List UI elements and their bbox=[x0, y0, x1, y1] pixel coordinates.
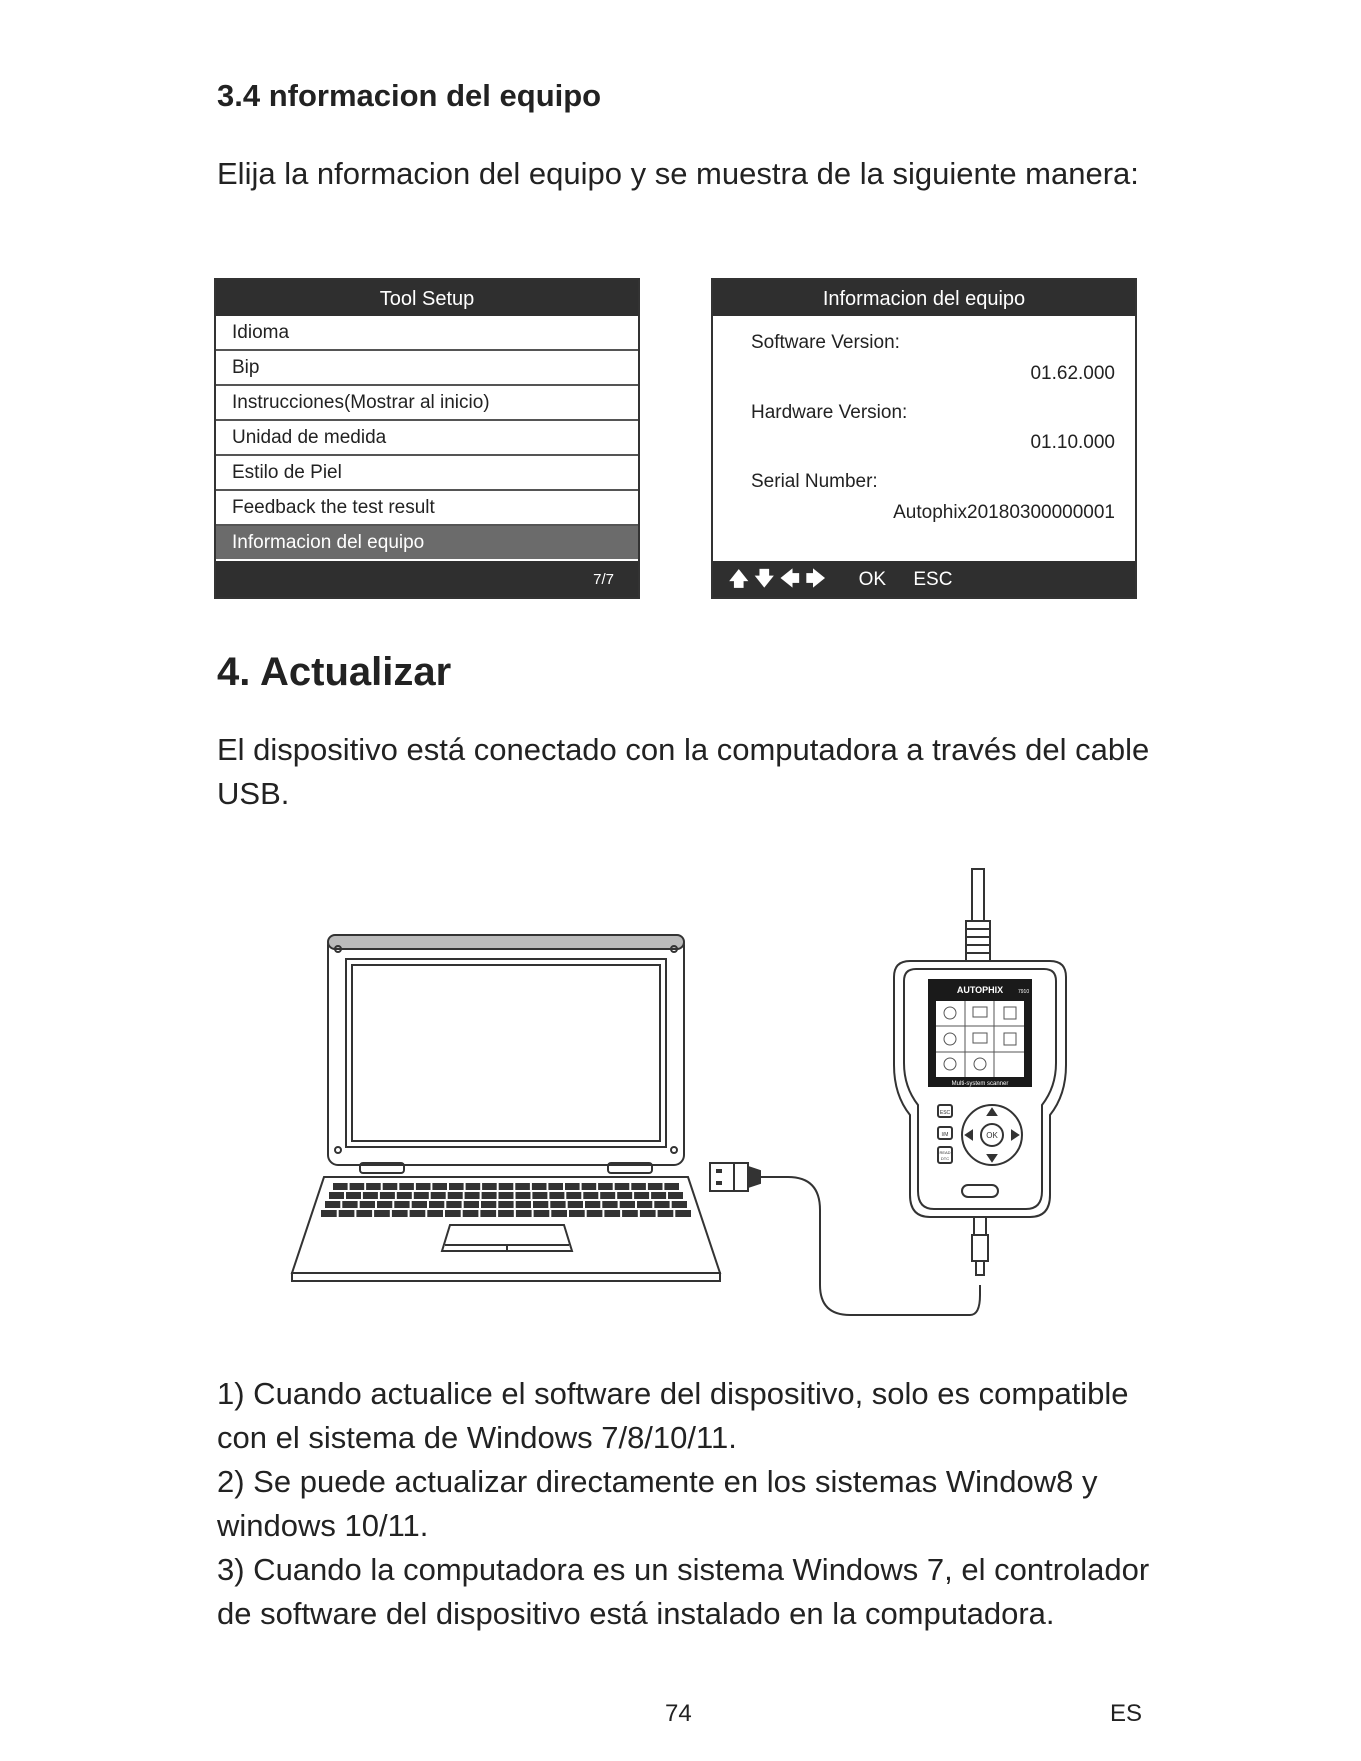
keyboard-key bbox=[482, 1192, 497, 1199]
keyboard-key bbox=[515, 1183, 530, 1190]
keyboard-key bbox=[392, 1210, 408, 1217]
hardware-version-value: 01.10.000 bbox=[1030, 432, 1115, 453]
keyboard-key bbox=[664, 1183, 679, 1190]
keyboard-key bbox=[397, 1192, 412, 1199]
section-heading: 3.4 nformacion del equipo bbox=[217, 78, 602, 113]
keyboard-key bbox=[498, 1210, 514, 1217]
keyboard-key bbox=[449, 1183, 464, 1190]
im-key: I/M bbox=[941, 1132, 949, 1138]
keyboard-key bbox=[360, 1201, 375, 1208]
device-info-footer bbox=[713, 561, 1135, 597]
page-number: 74 bbox=[665, 1700, 692, 1727]
arrow-keys-icon: 🡅🡇🡄🡆 bbox=[729, 569, 832, 590]
keyboard-key bbox=[432, 1183, 447, 1190]
keyboard-key bbox=[329, 1192, 344, 1199]
menu-item[interactable]: Bip bbox=[216, 351, 638, 386]
keyboard-key bbox=[445, 1210, 461, 1217]
keyboard-key bbox=[333, 1183, 348, 1190]
serial-number-label: Serial Number: bbox=[751, 471, 878, 492]
keyboard-key bbox=[631, 1183, 646, 1190]
update-heading: 4. Actualizar bbox=[217, 650, 452, 694]
keyboard-key bbox=[466, 1183, 481, 1190]
keyboard-key bbox=[568, 1201, 583, 1208]
menu-item[interactable]: Instrucciones(Mostrar al inicio) bbox=[216, 386, 638, 421]
update-notes bbox=[217, 1372, 1177, 1636]
keyboard-key bbox=[363, 1192, 378, 1199]
keyboard-key bbox=[346, 1192, 361, 1199]
keyboard-key bbox=[516, 1201, 531, 1208]
keyboard-key bbox=[427, 1210, 443, 1217]
note-2: 2) Se puede actualizar directamente en los sistemas Window8 y windows 10/11. bbox=[217, 1464, 1098, 1543]
section-intro: Elija la nformacion del equipo y se muestra de la siguiente manera: bbox=[217, 156, 1139, 191]
keyboard-key bbox=[482, 1183, 497, 1190]
keyboard-key bbox=[602, 1201, 617, 1208]
scanner-device-icon bbox=[894, 961, 1066, 1275]
keyboard-key bbox=[414, 1192, 429, 1199]
keyboard-key bbox=[585, 1201, 600, 1208]
keyboard-key bbox=[464, 1201, 479, 1208]
keyboard-key bbox=[668, 1192, 683, 1199]
keyboard-key bbox=[532, 1183, 547, 1190]
keyboard-key bbox=[654, 1201, 669, 1208]
keyboard-key bbox=[622, 1210, 638, 1217]
keyboard-key bbox=[582, 1183, 597, 1190]
menu-item[interactable]: Estilo de Piel bbox=[216, 456, 638, 491]
keyboard-key bbox=[465, 1192, 480, 1199]
usb-plug-icon bbox=[710, 1163, 760, 1191]
tool-setup-footer bbox=[216, 561, 638, 597]
scanner-brand: AUTOPHIX bbox=[956, 985, 1004, 995]
keyboard-key bbox=[342, 1201, 357, 1208]
language-code: ES bbox=[1110, 1700, 1143, 1727]
esc-key: ESC bbox=[939, 1110, 951, 1116]
keyboard-key bbox=[394, 1201, 409, 1208]
keyboard-key bbox=[550, 1201, 565, 1208]
keyboard-key bbox=[498, 1201, 513, 1208]
keyboard-key bbox=[350, 1183, 365, 1190]
keyboard-key bbox=[410, 1210, 426, 1217]
keyboard-key bbox=[651, 1192, 666, 1199]
usb-connection-illustration bbox=[280, 865, 1100, 1325]
keyboard-key bbox=[532, 1192, 547, 1199]
keyboard-key bbox=[583, 1192, 598, 1199]
keyboard-key bbox=[499, 1183, 514, 1190]
keyboard-key bbox=[648, 1183, 663, 1190]
keyboard-key bbox=[600, 1192, 615, 1199]
scanner-tagline: Multi-system scanner bbox=[951, 1081, 1009, 1087]
keyboard-key bbox=[339, 1210, 355, 1217]
keyboard-key bbox=[548, 1183, 563, 1190]
device-info-screen bbox=[711, 278, 1137, 599]
menu-item[interactable]: Informacion del equipo bbox=[216, 526, 638, 559]
keyboard-key bbox=[366, 1183, 381, 1190]
keyboard-key bbox=[399, 1183, 414, 1190]
scanner-model: 7910 bbox=[1018, 989, 1030, 995]
dtc-key: DTC bbox=[940, 1156, 950, 1161]
note-1: 1) Cuando actualice el software del dispositivo, solo es compatible con el sistema de Windows 7/8/10/11. bbox=[217, 1376, 1129, 1455]
keyboard-key bbox=[565, 1183, 580, 1190]
keyboard-key bbox=[480, 1210, 496, 1217]
ok-key: OK bbox=[986, 1131, 998, 1140]
software-version-value: 01.62.000 bbox=[1030, 363, 1115, 384]
tool-setup-menu bbox=[216, 316, 638, 559]
tool-setup-title: Tool Setup bbox=[216, 280, 638, 316]
keyboard-key bbox=[499, 1192, 514, 1199]
keyboard-key bbox=[617, 1192, 632, 1199]
keyboard-key bbox=[615, 1183, 630, 1190]
keyboard-key bbox=[549, 1192, 564, 1199]
keyboard-key bbox=[637, 1201, 652, 1208]
keyboard-key bbox=[587, 1210, 603, 1217]
ok-hint: OK bbox=[858, 569, 887, 590]
keyboard-key bbox=[416, 1183, 431, 1190]
keyboard-key bbox=[380, 1192, 395, 1199]
laptop-icon bbox=[292, 935, 720, 1281]
keyboard-key bbox=[598, 1183, 613, 1190]
note-3: 3) Cuando la computadora es un sistema Windows 7, el controlador de software del dispositivo está instalado en la computadora. bbox=[217, 1552, 1150, 1631]
keyboard-key bbox=[534, 1210, 550, 1217]
keyboard-key bbox=[412, 1201, 427, 1208]
keyboard-key bbox=[604, 1210, 620, 1217]
menu-item[interactable]: Feedback the test result bbox=[216, 491, 638, 526]
keyboard-key bbox=[672, 1201, 687, 1208]
page-indicator: 7/7 bbox=[593, 571, 614, 588]
serial-number-value: Autophix20180300000001 bbox=[893, 502, 1115, 523]
keyboard-key bbox=[566, 1192, 581, 1199]
keyboard-key bbox=[675, 1210, 691, 1217]
keyboard-key bbox=[620, 1201, 635, 1208]
keyboard-key bbox=[516, 1192, 531, 1199]
keyboard-key bbox=[383, 1183, 398, 1190]
keyboard-key bbox=[429, 1201, 444, 1208]
menu-item[interactable]: Unidad de medida bbox=[216, 421, 638, 456]
keyboard-key bbox=[640, 1210, 656, 1217]
keyboard-key bbox=[356, 1210, 372, 1217]
keyboard-key bbox=[325, 1201, 340, 1208]
keyboard-key bbox=[516, 1210, 532, 1217]
keyboard-key bbox=[446, 1201, 461, 1208]
esc-hint: ESC bbox=[913, 569, 953, 590]
keyboard-key bbox=[658, 1210, 674, 1217]
keyboard-key bbox=[431, 1192, 446, 1199]
software-version-label: Software Version: bbox=[751, 332, 900, 353]
hardware-version-label: Hardware Version: bbox=[751, 402, 908, 423]
keyboard-key bbox=[448, 1192, 463, 1199]
device-info-title: Informacion del equipo bbox=[713, 280, 1135, 316]
keyboard-key bbox=[374, 1210, 390, 1217]
menu-item[interactable]: Idioma bbox=[216, 316, 638, 351]
obd-cable bbox=[966, 869, 990, 961]
keyboard-key bbox=[551, 1210, 567, 1217]
keyboard-key bbox=[321, 1210, 337, 1217]
keyboard-key bbox=[481, 1201, 496, 1208]
keyboard-key bbox=[634, 1192, 649, 1199]
keyboard-key bbox=[463, 1210, 479, 1217]
keyboard-key bbox=[569, 1210, 585, 1217]
read-key: READ bbox=[939, 1150, 951, 1155]
keyboard-key bbox=[533, 1201, 548, 1208]
tool-setup-screen bbox=[214, 278, 640, 599]
update-intro: El dispositivo está conectado con la computadora a través del cable USB. bbox=[217, 732, 1150, 811]
keyboard-key bbox=[377, 1201, 392, 1208]
